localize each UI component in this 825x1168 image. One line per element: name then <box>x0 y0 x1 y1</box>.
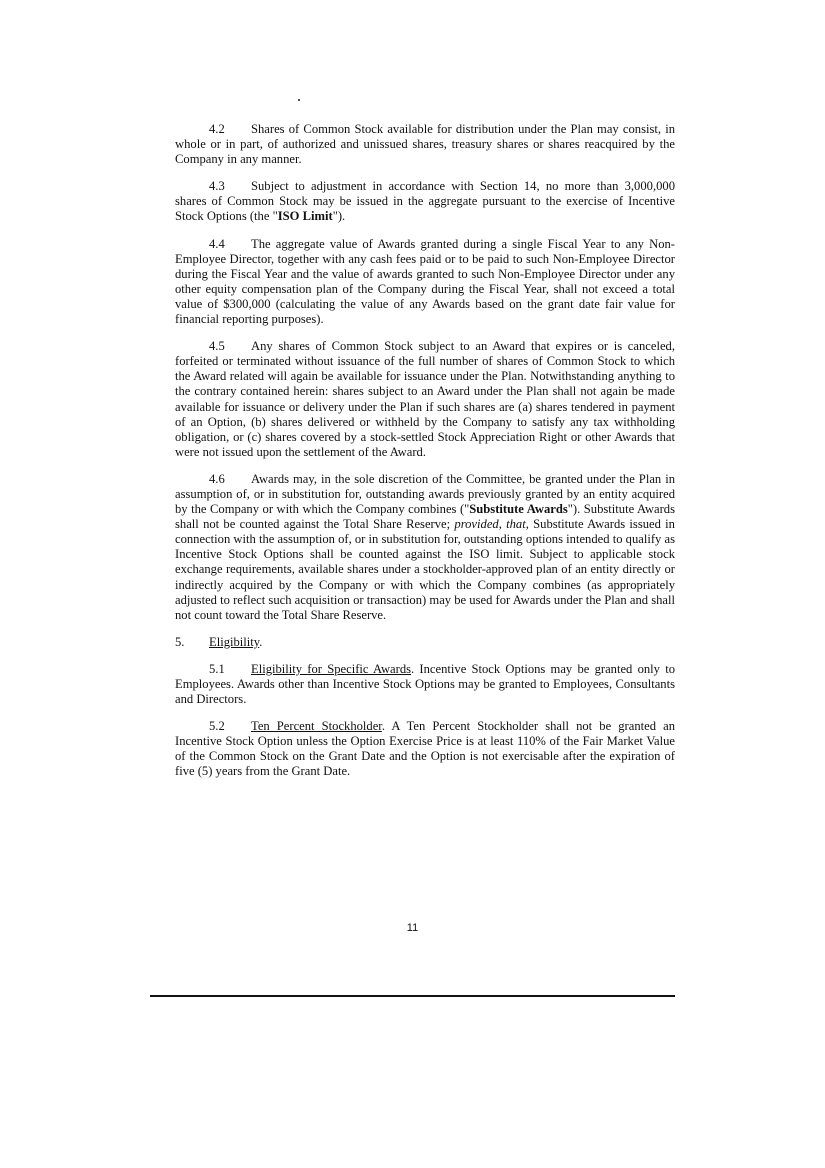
paragraph-4-4 <box>175 237 675 328</box>
paragraph-4-2 <box>175 122 675 167</box>
paragraph-text: . A Ten Percent Stockholder shall not be granted an Incentive Stock Option unless the Option Exercise Price is at least 110% of the Fair Market Value of the Common Stock on the Grant Date and the Option is not exercisable after the expiration of five (5) years from the Grant Date. <box>175 719 675 779</box>
document-body <box>175 122 675 792</box>
paragraph-4-6 <box>175 472 675 623</box>
footer-rule <box>150 995 675 997</box>
paragraph-text-middle: "). Substitute Awards shall not be counted against the Total Share Reserve; <box>175 502 675 532</box>
section-title: Eligibility <box>209 634 260 649</box>
paragraph-text-end: , Substitute Awards issued in connection with the assumption of, or in substitution for, outstanding options intended to qualify as Incentive Stock Options shall be counted against the ISO limit. Subject to applicable stock exchange requirements, available shares under a stockholder-approved plan of an entity directly or indirectly acquired by the Company or with which the Company combines (as appropriately adjusted to reflect such acquisition or transaction) may be used for Awards under the Plan and shall not count toward the Total Share Reserve. <box>175 517 675 622</box>
defined-term-substitute-awards: Substitute Awards <box>469 502 568 517</box>
defined-term-iso-limit: ISO Limit <box>277 209 333 224</box>
paragraph-5-2 <box>175 719 675 779</box>
subsection-title: Eligibility for Specific Awards <box>251 661 412 676</box>
paragraph-text: Any shares of Common Stock subject to an Award that expires or is canceled, forfeited or terminated without issuance of the full number of shares of Common Stock to which the Award related will again be available for issuance under the Plan. Notwithstanding anything to the contrary contained herein: shares subject to an Award under the Plan shall not again be made available for issuance or delivery under the Plan if such shares are (a) shares tendered in payment of an Option, (b) shares delivered or withheld by the Company to satisfy any tax withholding obligation, or (c) shares covered by a stock-settled Stock Appreciation Right or other Awards that were not issued upon the settlement of the Award. <box>175 339 675 459</box>
paragraph-number: 5.2 <box>209 719 225 734</box>
section-number: 5. <box>175 634 185 649</box>
paragraph-number: 4.2 <box>209 122 225 136</box>
paragraph-text: . Incentive Stock Options may be granted only to Employees. Awards other than Incentive Stock Options may be granted to Employees, Consultants and Directors. <box>175 661 675 707</box>
proviso-text: provided, that <box>454 517 526 532</box>
page-number: 11 <box>406 922 419 934</box>
speck-mark <box>298 99 300 101</box>
paragraph-number: 5.1 <box>209 661 225 676</box>
paragraph-text: The aggregate value of Awards granted during a single Fiscal Year to any Non-Employee Director, together with any cash fees paid or to be paid to such Non-Employee Director during the Fiscal Year and the value of awards granted to such Non-Employee Director under any other equity compensation plan of the Company during the Fiscal Year, shall not exceed a total value of $300,000 (calculating the value of any Awards based on the grant date fair value for financial reporting purposes). <box>175 236 675 327</box>
paragraph-text: Subject to adjustment in accordance with Section 14, no more than 3,000,000 shares of Common Stock may be issued in the aggregate pursuant to the exercise of Incentive Stock Options (the " <box>175 179 675 224</box>
paragraph-number: 4.3 <box>209 179 225 194</box>
paragraph-text: Awards may, in the sole discretion of the Committee, be granted under the Plan in assumption of, or in substitution for, outstanding awards previously granted by an entity acquired by the Company or with which the Company combines (" <box>175 471 675 517</box>
paragraph-4-3 <box>175 179 675 224</box>
subsection-title: Ten Percent Stockholder <box>251 719 382 734</box>
paragraph-text: Shares of Common Stock available for distribution under the Plan may consist, in whole or in part, of authorized and unissued shares, treasury shares or shares reacquired by the Company in any manner. <box>175 122 675 167</box>
paragraph-5-1 <box>175 662 675 707</box>
paragraph-number: 4.4 <box>209 236 225 251</box>
section-heading-5 <box>175 635 675 650</box>
paragraph-number: 4.6 <box>209 471 225 486</box>
paragraph-number: 4.5 <box>209 339 225 354</box>
paragraph-4-5 <box>175 339 675 460</box>
paragraph-text-end: "). <box>332 209 346 224</box>
section-title-period: . <box>259 634 263 649</box>
